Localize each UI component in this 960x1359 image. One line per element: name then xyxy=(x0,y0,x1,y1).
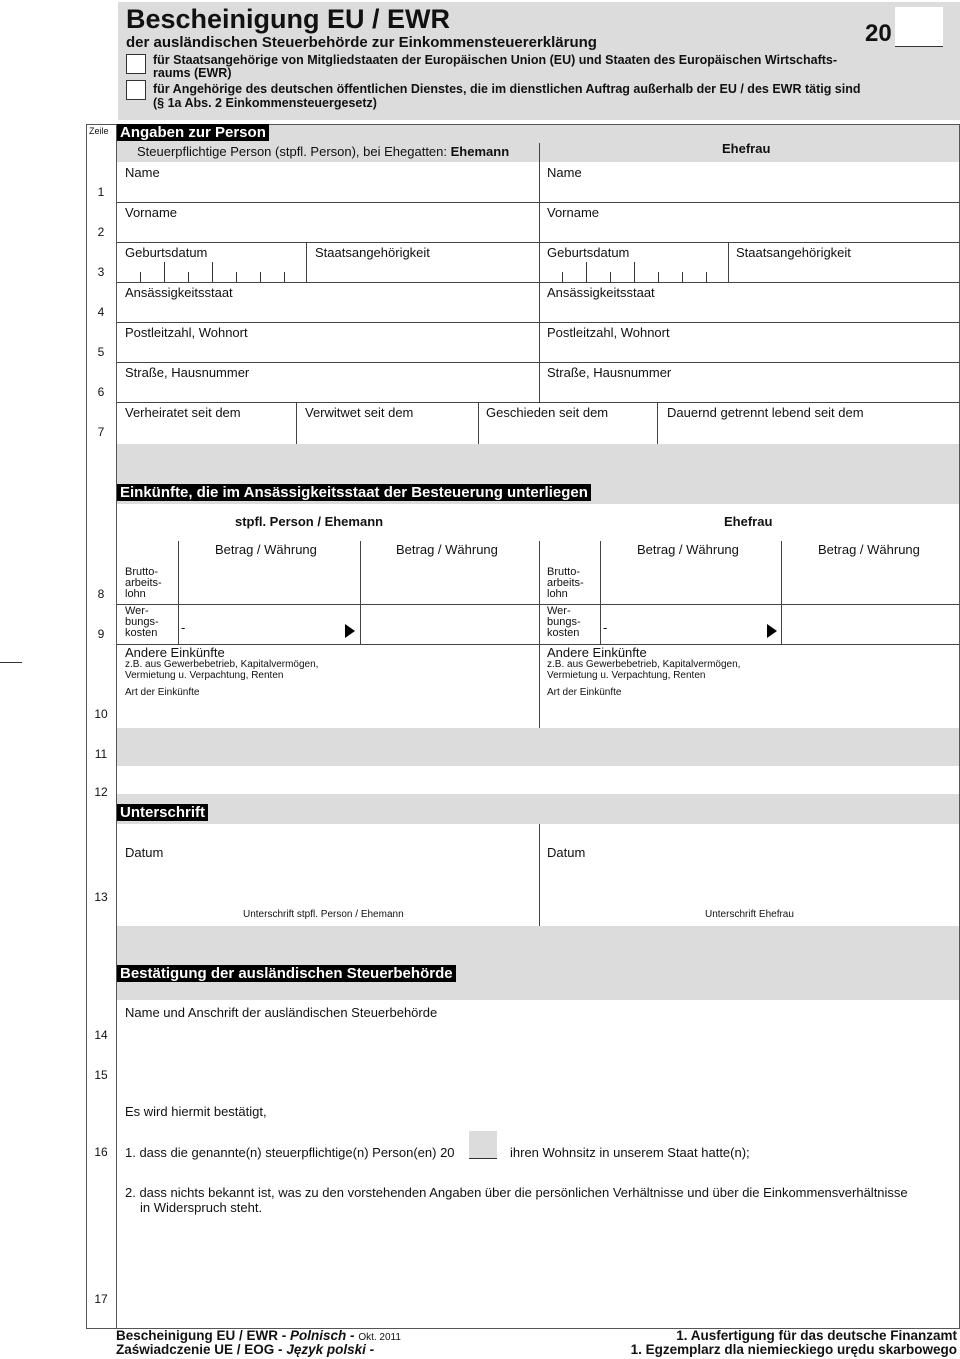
person-header-divider xyxy=(539,143,540,163)
verwitwet-field[interactable] xyxy=(297,422,477,443)
behoerde-field[interactable] xyxy=(118,1022,958,1092)
andere-sub-line: z.B. aus Gewerbebetrieb, Kapitalvermögen, xyxy=(547,659,741,670)
income-header-divider xyxy=(360,541,361,566)
income-header-divider xyxy=(178,541,179,566)
section-title-person: Angaben zur Person xyxy=(117,124,269,141)
section-title-signature: Unterschrift xyxy=(117,804,208,821)
sig-label-person: Unterschrift stpfl. Person / Ehemann xyxy=(243,909,404,920)
brutto-currency-person[interactable] xyxy=(361,567,538,603)
row-number: 15 xyxy=(94,1068,108,1082)
betrag-label: Betrag / Währung xyxy=(215,542,317,557)
vorname-label-person: Vorname xyxy=(125,205,178,220)
ehefrau-label: Ehefrau xyxy=(722,141,771,156)
betrag-label: Betrag / Währung xyxy=(396,542,498,557)
verheiratet-field[interactable] xyxy=(118,422,295,443)
brutto-line: arbeits- xyxy=(547,577,584,589)
row-number: 6 xyxy=(97,385,105,399)
andere-sub xyxy=(125,659,318,681)
stamp-field[interactable] xyxy=(118,1222,958,1326)
zeile-label: Zeile xyxy=(89,126,109,136)
name-label-ehefrau: Name xyxy=(547,165,582,180)
brutto-label xyxy=(125,567,162,600)
footer-lang-pl: Język polski - xyxy=(286,1342,375,1357)
brutto-amount-ehefrau[interactable] xyxy=(601,567,780,603)
andere-sub-line: Vermietung u. Verpachtung, Renten xyxy=(547,670,706,681)
row-line xyxy=(117,402,959,403)
ehemann-label: Ehemann xyxy=(450,144,510,159)
col-ehefrau-label: Ehefrau xyxy=(724,514,773,529)
point1-text-b: ihren Wohnsitz in unserem Staat hatte(n); xyxy=(510,1145,750,1160)
row-line xyxy=(117,604,959,605)
strasse-label-ehefrau: Straße, Hausnummer xyxy=(547,365,672,380)
andere-label: Andere Einkünfte xyxy=(547,645,647,660)
row-line xyxy=(117,282,959,283)
betrag-label: Betrag / Währung xyxy=(818,542,920,557)
werb-line: kosten xyxy=(125,627,158,639)
andere-sub-line: Vermietung u. Verpachtung, Renten xyxy=(125,670,284,681)
name-label-person: Name xyxy=(125,165,160,180)
werbungskosten-label xyxy=(547,606,581,639)
footer-title-pl: Zaświadczenie UE / EOG - xyxy=(116,1342,283,1357)
staat-field-ehefrau[interactable] xyxy=(729,262,958,282)
footer-left-1 xyxy=(116,1328,401,1343)
row-line xyxy=(117,362,959,363)
werb-line: bungs- xyxy=(125,616,159,628)
werbungskosten-field-person[interactable] xyxy=(190,606,340,643)
row-line xyxy=(117,322,959,323)
staat-label-ehefrau: Staatsangehörigkeit xyxy=(736,245,851,260)
geschieden-field[interactable] xyxy=(479,422,656,443)
geschieden-label: Geschieden seit dem xyxy=(486,405,609,420)
geburtsdatum-field-person[interactable] xyxy=(118,262,304,282)
row-number: 3 xyxy=(97,265,105,279)
point2-text-b: in Widerspruch steht. xyxy=(140,1200,263,1215)
brutto-line: lohn xyxy=(125,588,146,600)
name-field-person[interactable] xyxy=(118,180,538,202)
option1-text-1: für Staatsangehörige von Mitgliedstaaten der Europäischen Union (EU) und Staaten des Europäischen Wirtschafts- xyxy=(153,53,838,67)
person-intro xyxy=(137,144,509,159)
row-number: 7 xyxy=(97,425,105,439)
income-header-divider xyxy=(781,541,782,566)
row-number: 2 xyxy=(97,225,105,239)
row-number: 11 xyxy=(94,747,108,761)
brutto-line: arbeits- xyxy=(125,577,162,589)
form-title: Bescheinigung EU / EWR xyxy=(126,4,451,34)
datum-label-ehefrau: Datum xyxy=(547,845,586,860)
row-line xyxy=(117,242,959,243)
verwitwet-label: Verwitwet seit dem xyxy=(305,405,414,420)
strasse-label-person: Straße, Hausnummer xyxy=(125,365,250,380)
name-field-ehefrau[interactable] xyxy=(540,180,958,202)
betrag-label: Betrag / Währung xyxy=(637,542,739,557)
andere-field-ehefrau[interactable] xyxy=(540,700,958,727)
werbungskosten-field-ehefrau[interactable] xyxy=(612,606,762,643)
point1-text: 1. dass die genannte(n) steuerpflichtige(n) Person(en) 20 xyxy=(125,1145,455,1160)
brutto-line: Brutto- xyxy=(125,566,159,578)
income-header-divider xyxy=(600,541,601,566)
row-line xyxy=(117,644,959,645)
datum-label-person: Datum xyxy=(125,845,164,860)
werbungskosten-label xyxy=(125,606,159,639)
footer-right-2: 1. Egzemplarz dla niemieckiego urędu skarbowego xyxy=(630,1342,957,1357)
andere-sub xyxy=(547,659,740,681)
section-title-income: Einkünfte, die im Ansässigkeitsstaat der Besteuerung unterliegen xyxy=(117,484,591,501)
section-title-confirmation: Bestätigung der ausländischen Steuerbehörde xyxy=(117,965,456,982)
name-anschrift-label: Name und Anschrift der ausländischen Steuerbehörde xyxy=(125,1005,438,1020)
bestaetigt-text: Es wird hiermit bestätigt, xyxy=(125,1104,267,1119)
andere-field-person[interactable] xyxy=(118,700,538,727)
staat-label-person: Staatsangehörigkeit xyxy=(315,245,430,260)
vorname-label-ehefrau: Vorname xyxy=(547,205,600,220)
art-label: Art der Einkünfte xyxy=(125,687,200,698)
ansaessig-field-person[interactable] xyxy=(118,300,538,322)
geburtsdatum-label-person: Geburtsdatum xyxy=(125,245,208,260)
minus-sign: - xyxy=(181,620,186,635)
row-number: 13 xyxy=(94,890,108,904)
row-number: 10 xyxy=(94,707,108,721)
row-number: 4 xyxy=(97,305,105,319)
col-person-label: stpfl. Person / Ehemann xyxy=(235,514,384,529)
row-number: 14 xyxy=(94,1028,108,1042)
werb-line: Wer- xyxy=(125,605,149,617)
vorname-field-person[interactable] xyxy=(118,220,538,242)
footer-right-1: 1. Ausfertigung für das deutsche Finanzamt xyxy=(676,1328,957,1343)
sig-label-ehefrau: Unterschrift Ehefrau xyxy=(705,909,794,920)
werb-line: bungs- xyxy=(547,616,581,628)
brutto-currency-ehefrau[interactable] xyxy=(782,567,958,603)
andere-label: Andere Einkünfte xyxy=(125,645,225,660)
brutto-line: Brutto- xyxy=(547,566,581,578)
strasse-field-ehefrau[interactable] xyxy=(540,380,958,402)
year-prefix: 20 xyxy=(865,20,892,47)
option2-text-1: für Angehörige des deutschen öffentlichen Dienstes, die im dienstlichen Auftrag außerhalb der EU / des EWR tätig sind xyxy=(153,82,861,96)
ansaessig-field-ehefrau[interactable] xyxy=(540,300,958,322)
brutto-line: lohn xyxy=(547,588,568,600)
year-field[interactable] xyxy=(895,7,943,47)
vorname-field-ehefrau[interactable] xyxy=(540,220,958,242)
row-number: 5 xyxy=(97,345,105,359)
minus-sign: - xyxy=(603,620,608,635)
income-header-divider xyxy=(539,541,540,566)
option2-text-2: (§ 1a Abs. 2 Einkommensteuergesetz) xyxy=(153,96,377,110)
income-row-11[interactable] xyxy=(117,766,959,794)
row-number: 9 xyxy=(97,627,105,641)
footer-left-2 xyxy=(116,1342,374,1357)
staat-field-person[interactable] xyxy=(307,262,538,282)
point2-text: 2. dass nichts bekannt ist, was zu den vorstehenden Angaben über die persönlichen Verhältnisse und über die Einkommensverhältnisse xyxy=(125,1185,908,1200)
row-number: 1 xyxy=(97,185,105,199)
brutto-amount-person[interactable] xyxy=(179,567,359,603)
arrow-right-icon xyxy=(345,624,355,638)
signature-field-ehefrau[interactable] xyxy=(540,864,958,908)
option1-text-2: raums (EWR) xyxy=(153,66,232,80)
signature-field-person[interactable] xyxy=(118,864,538,908)
fold-mark xyxy=(0,662,22,663)
geburtsdatum-label-ehefrau: Geburtsdatum xyxy=(547,245,630,260)
strasse-field-person[interactable] xyxy=(118,380,538,402)
plz-field-ehefrau[interactable] xyxy=(540,340,958,362)
row-number: 16 xyxy=(94,1145,108,1159)
verheiratet-label: Verheiratet seit dem xyxy=(125,405,241,420)
row-number: 12 xyxy=(94,785,108,799)
ansaessig-label-person: Ansässigkeitsstaat xyxy=(125,285,233,300)
art-label: Art der Einkünfte xyxy=(547,687,622,698)
row-line xyxy=(117,202,959,203)
ansaessig-label-ehefrau: Ansässigkeitsstaat xyxy=(547,285,655,300)
form-subtitle: der ausländischen Steuerbehörde zur Einkommensteuererklärung xyxy=(126,34,597,51)
getrennt-label: Dauernd getrennt lebend seit dem xyxy=(667,405,864,420)
plz-label-ehefrau: Postleitzahl, Wohnort xyxy=(547,325,670,340)
arrow-right-icon xyxy=(767,624,777,638)
public-service-checkbox[interactable] xyxy=(126,80,146,100)
brutto-label xyxy=(547,567,584,600)
plz-label-person: Postleitzahl, Wohnort xyxy=(125,325,248,340)
eu-ewr-checkbox[interactable] xyxy=(126,54,146,74)
year-field-confirmation[interactable] xyxy=(469,1131,497,1159)
getrennt-field[interactable] xyxy=(658,422,958,443)
row-number: 17 xyxy=(94,1292,108,1306)
geburtsdatum-field-ehefrau[interactable] xyxy=(540,262,727,282)
footer-title-de: Bescheinigung EU / EWR - xyxy=(116,1328,287,1343)
footer-date: Okt. 2011 xyxy=(358,1332,401,1343)
row-number: 8 xyxy=(97,587,105,601)
plz-field-person[interactable] xyxy=(118,340,538,362)
intro-text: Steuerpflichtige Person (stpfl. Person), bei Ehegatten: xyxy=(137,144,448,159)
footer-lang-de: Polnisch - xyxy=(290,1328,355,1343)
werb-line: Wer- xyxy=(547,605,571,617)
andere-sub-line: z.B. aus Gewerbebetrieb, Kapitalvermögen, xyxy=(125,659,319,670)
werb-line: kosten xyxy=(547,627,580,639)
